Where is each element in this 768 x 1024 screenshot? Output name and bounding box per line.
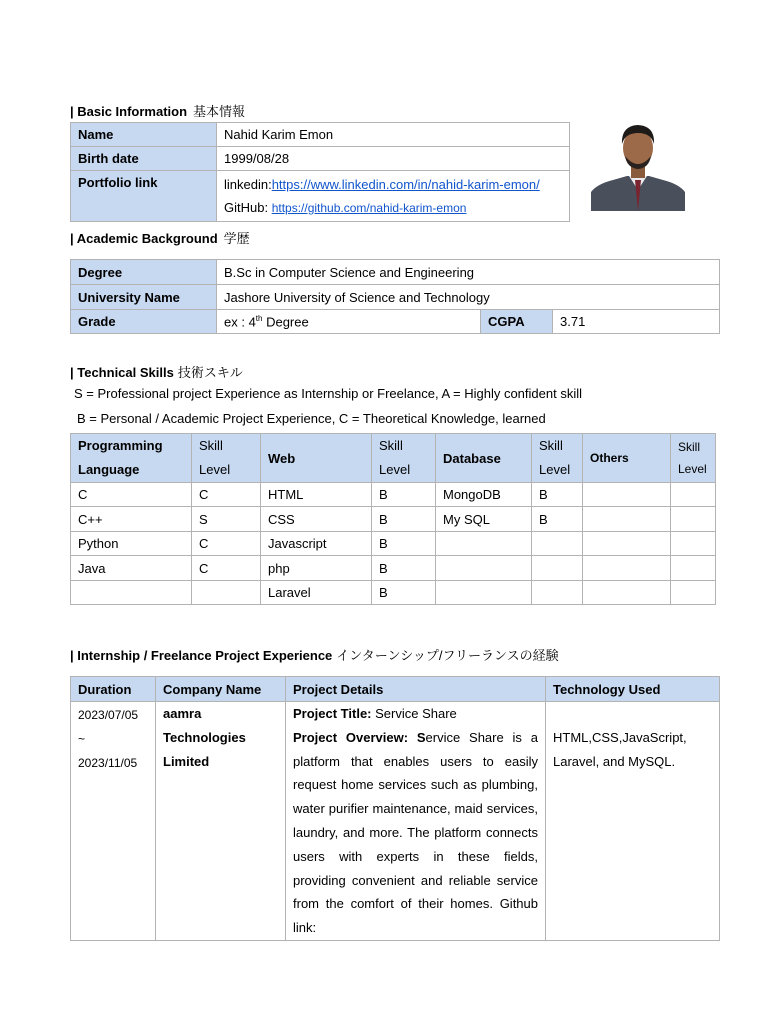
table-cell: S — [192, 507, 261, 532]
linkedin-link[interactable]: https://www.linkedin.com/in/nahid-karim-emon/ — [271, 177, 540, 192]
table-row — [71, 556, 716, 581]
academic-table — [70, 259, 720, 334]
table-cell: php — [261, 556, 372, 581]
degree-label: Degree — [71, 260, 217, 285]
academic-heading-jp: 学歴 — [223, 231, 250, 246]
col-technology-used: Technology Used — [546, 677, 720, 702]
col-skill-4-line2: Level — [678, 462, 707, 476]
col-database: Database — [436, 434, 532, 483]
skills-table — [70, 433, 716, 605]
col-skill-3-line2: Level — [539, 462, 571, 477]
name-label: Name — [71, 123, 217, 147]
duration-end: 2023/11/05 — [78, 756, 138, 770]
basic-info-heading-jp: 基本情報 — [193, 104, 246, 119]
table-row — [71, 507, 716, 532]
company-line3: Limited — [163, 754, 210, 769]
project-overview-text: ervice Share is a platform that enables users to easily request home services such as plumbing, water purifier maintenance, maid services, laundry, and more. The platform connects users with experts in these fields, providing convenient and reliable service from the comfort of their homes. Github link: — [293, 729, 538, 936]
col-duration: Duration — [71, 677, 156, 702]
table-cell — [532, 532, 583, 556]
company-line2: Technologies — [163, 730, 246, 745]
table-cell: MongoDB — [436, 483, 532, 507]
col-skill-2-line1: Skill — [379, 438, 403, 453]
experience-table — [70, 676, 720, 941]
table-cell: HTML — [261, 483, 372, 507]
table-cell — [583, 556, 671, 581]
table-cell — [583, 507, 671, 532]
table-cell — [671, 556, 716, 581]
project-title-value: Service Share — [371, 706, 457, 721]
table-row — [71, 532, 716, 556]
table-cell — [671, 532, 716, 556]
table-cell — [671, 483, 716, 507]
table-cell: B — [372, 507, 436, 532]
col-programming-line2: Language — [78, 462, 140, 477]
skills-heading-jp: 技術スキル — [177, 365, 243, 380]
table-cell — [671, 507, 716, 532]
table-cell: Python — [71, 532, 192, 556]
table-row — [71, 702, 720, 941]
skills-heading — [70, 362, 243, 381]
basic-info-table — [70, 122, 570, 222]
skills-heading-text: | Technical Skills — [70, 365, 174, 380]
university-value: Jashore University of Science and Technology — [217, 285, 720, 310]
duration-cell — [71, 702, 156, 941]
col-skill-2-line2: Level — [379, 462, 411, 477]
col-skill-level-2 — [372, 434, 436, 483]
col-project-details: Project Details — [286, 677, 546, 702]
table-cell: C — [192, 532, 261, 556]
table-cell — [671, 581, 716, 605]
table-cell — [532, 556, 583, 581]
table-row — [71, 483, 716, 507]
github-link[interactable]: https://github.com/nahid-karim-emon — [271, 201, 467, 215]
portfolio-label: Portfolio link — [71, 171, 217, 222]
project-title-label: Project Title: — [293, 706, 372, 721]
col-programming-language — [71, 434, 192, 483]
col-web: Web — [261, 434, 372, 483]
basic-info-heading — [70, 101, 245, 120]
experience-heading-jp: インターンシップ/フリーランスの経験 — [336, 648, 559, 663]
col-company-name: Company Name — [156, 677, 286, 702]
table-cell: B — [372, 556, 436, 581]
academic-heading — [70, 228, 250, 247]
birth-date-label: Birth date — [71, 147, 217, 171]
github-prefix: GitHub: — [224, 200, 272, 215]
col-skill-4-line1: Skill — [678, 440, 701, 454]
project-overview-label: Project Overview: S — [293, 729, 426, 745]
name-value: Nahid Karim Emon — [217, 123, 570, 147]
table-cell: B — [372, 532, 436, 556]
grade-value — [217, 310, 481, 334]
table-cell: CSS — [261, 507, 372, 532]
university-label: University Name — [71, 285, 217, 310]
table-cell — [583, 532, 671, 556]
experience-heading-text: | Internship / Freelance Project Experience — [70, 648, 333, 663]
table-cell — [583, 581, 671, 605]
table-cell: B — [532, 483, 583, 507]
technology-cell: HTML,CSS,JavaScript, Laravel, and MySQL. — [546, 702, 720, 941]
table-cell: C — [192, 556, 261, 581]
col-skill-level-3 — [532, 434, 583, 483]
col-skill-3-line1: Skill — [539, 438, 563, 453]
col-programming-line1: Programming — [78, 438, 163, 453]
table-cell: Java — [71, 556, 192, 581]
duration-start: 2023/07/05 ~ — [78, 708, 139, 746]
grade-label: Grade — [71, 310, 217, 334]
cgpa-label: CGPA — [481, 310, 553, 334]
table-row — [71, 581, 716, 605]
col-skill-1-line2: Level — [199, 462, 231, 477]
company-cell — [156, 702, 286, 941]
table-cell — [436, 556, 532, 581]
basic-info-heading-text: | Basic Information — [70, 104, 188, 119]
col-skill-level-4 — [671, 434, 716, 483]
table-cell: Javascript — [261, 532, 372, 556]
table-cell: C — [71, 483, 192, 507]
table-cell: C++ — [71, 507, 192, 532]
table-cell — [532, 581, 583, 605]
grade-sup: th — [255, 313, 263, 323]
cgpa-value: 3.71 — [553, 310, 720, 334]
table-cell: Laravel — [261, 581, 372, 605]
col-others: Others — [583, 434, 671, 483]
table-cell: B — [532, 507, 583, 532]
table-cell — [192, 581, 261, 605]
col-skill-level-1 — [192, 434, 261, 483]
table-cell — [583, 483, 671, 507]
profile-photo — [591, 114, 685, 211]
project-details-cell — [286, 702, 546, 941]
portfolio-value — [217, 171, 570, 222]
experience-heading — [70, 645, 559, 664]
table-cell: B — [372, 581, 436, 605]
table-cell — [436, 532, 532, 556]
grade-prefix: ex : 4 — [224, 314, 256, 330]
skills-legend-line2: B = Personal / Academic Project Experience, C = Theoretical Knowledge, learned — [77, 411, 546, 426]
academic-heading-text: | Academic Background — [70, 231, 218, 246]
table-cell — [71, 581, 192, 605]
table-cell — [436, 581, 532, 605]
table-cell: My SQL — [436, 507, 532, 532]
profile-photo-image — [591, 114, 685, 211]
skills-legend-line1: S = Professional project Experience as Internship or Freelance, A = Highly confident skill — [74, 386, 582, 401]
linkedin-prefix: linkedin: — [224, 177, 272, 192]
table-cell: C — [192, 483, 261, 507]
company-line1: aamra — [163, 706, 202, 721]
degree-value: B.Sc in Computer Science and Engineering — [217, 260, 720, 285]
grade-suffix: Degree — [262, 314, 309, 330]
table-cell: B — [372, 483, 436, 507]
col-skill-1-line1: Skill — [199, 438, 223, 453]
birth-date-value: 1999/08/28 — [217, 147, 570, 171]
